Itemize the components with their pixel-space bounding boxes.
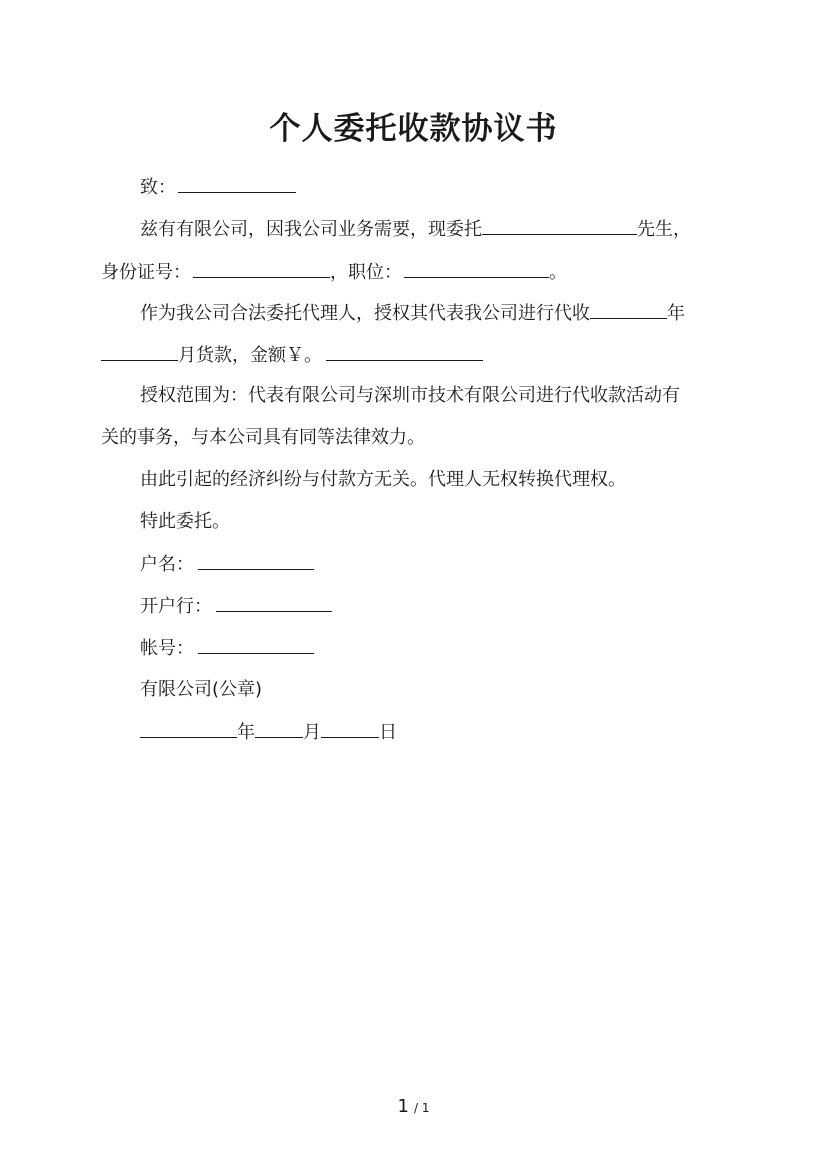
paragraph-2-line-1 <box>140 300 685 327</box>
month-blank[interactable] <box>101 342 178 361</box>
page-current: 1 <box>397 1096 409 1117</box>
account-name-line <box>140 551 314 578</box>
account-name-label: 户名： <box>140 554 194 575</box>
bank-blank[interactable] <box>216 593 332 612</box>
account-name-blank[interactable] <box>198 551 314 570</box>
year-blank[interactable] <box>590 300 667 319</box>
page-number <box>0 1096 827 1117</box>
account-no-line <box>140 635 314 662</box>
id-number-blank[interactable] <box>193 259 330 278</box>
position-blank[interactable] <box>404 259 549 278</box>
p2-text-b: 年 <box>667 303 685 324</box>
paragraph-3-line-1: 授权范围为：代表有限公司与深圳市技术有限公司进行代收款活动有 <box>140 385 680 406</box>
to-blank[interactable] <box>178 174 296 193</box>
paragraph-4: 由此引起的经济纠纷与付款方无关。代理人无权转换代理权。 <box>140 469 626 490</box>
paragraph-5: 特此委托。 <box>140 511 230 532</box>
p2-text-c: 月货款，金额￥。 <box>178 345 322 366</box>
date-month-blank[interactable] <box>255 719 303 738</box>
position-label: ，职位： <box>330 262 402 283</box>
date-day-blank[interactable] <box>321 719 379 738</box>
account-no-label: 帐号： <box>140 638 194 659</box>
paragraph-1-line-1 <box>140 216 691 243</box>
paragraph-1-line-2 <box>101 259 567 286</box>
p1-text-b: 先生， <box>637 219 691 240</box>
id-number-label: 身份证号： <box>101 262 191 283</box>
bank-line <box>140 593 332 620</box>
p2-text-a: 作为我公司合法委托代理人，授权其代表我公司进行代收 <box>140 303 590 324</box>
date-day-label: 日 <box>379 722 397 743</box>
to-line <box>140 174 296 201</box>
to-label: 致： <box>140 177 176 198</box>
amount-blank[interactable] <box>326 342 483 361</box>
agent-name-blank[interactable] <box>482 216 637 235</box>
date-year-blank[interactable] <box>140 719 237 738</box>
account-no-blank[interactable] <box>198 635 314 654</box>
paragraph-3-line-2: 关的事务，与本公司具有同等法律效力。 <box>101 427 425 448</box>
company-seal: 有限公司(公章) <box>140 679 263 700</box>
page-total: / 1 <box>414 1101 430 1115</box>
paragraph-2-line-2 <box>101 342 483 369</box>
p1-text-a: 兹有有限公司，因我公司业务需要，现委托 <box>140 219 482 240</box>
p1-text-e: 。 <box>549 262 567 283</box>
date-year-label: 年 <box>237 722 255 743</box>
date-line <box>140 719 397 746</box>
document-title: 个人委托收款协议书 <box>269 111 558 147</box>
date-month-label: 月 <box>303 722 321 743</box>
bank-label: 开户行： <box>140 596 212 617</box>
